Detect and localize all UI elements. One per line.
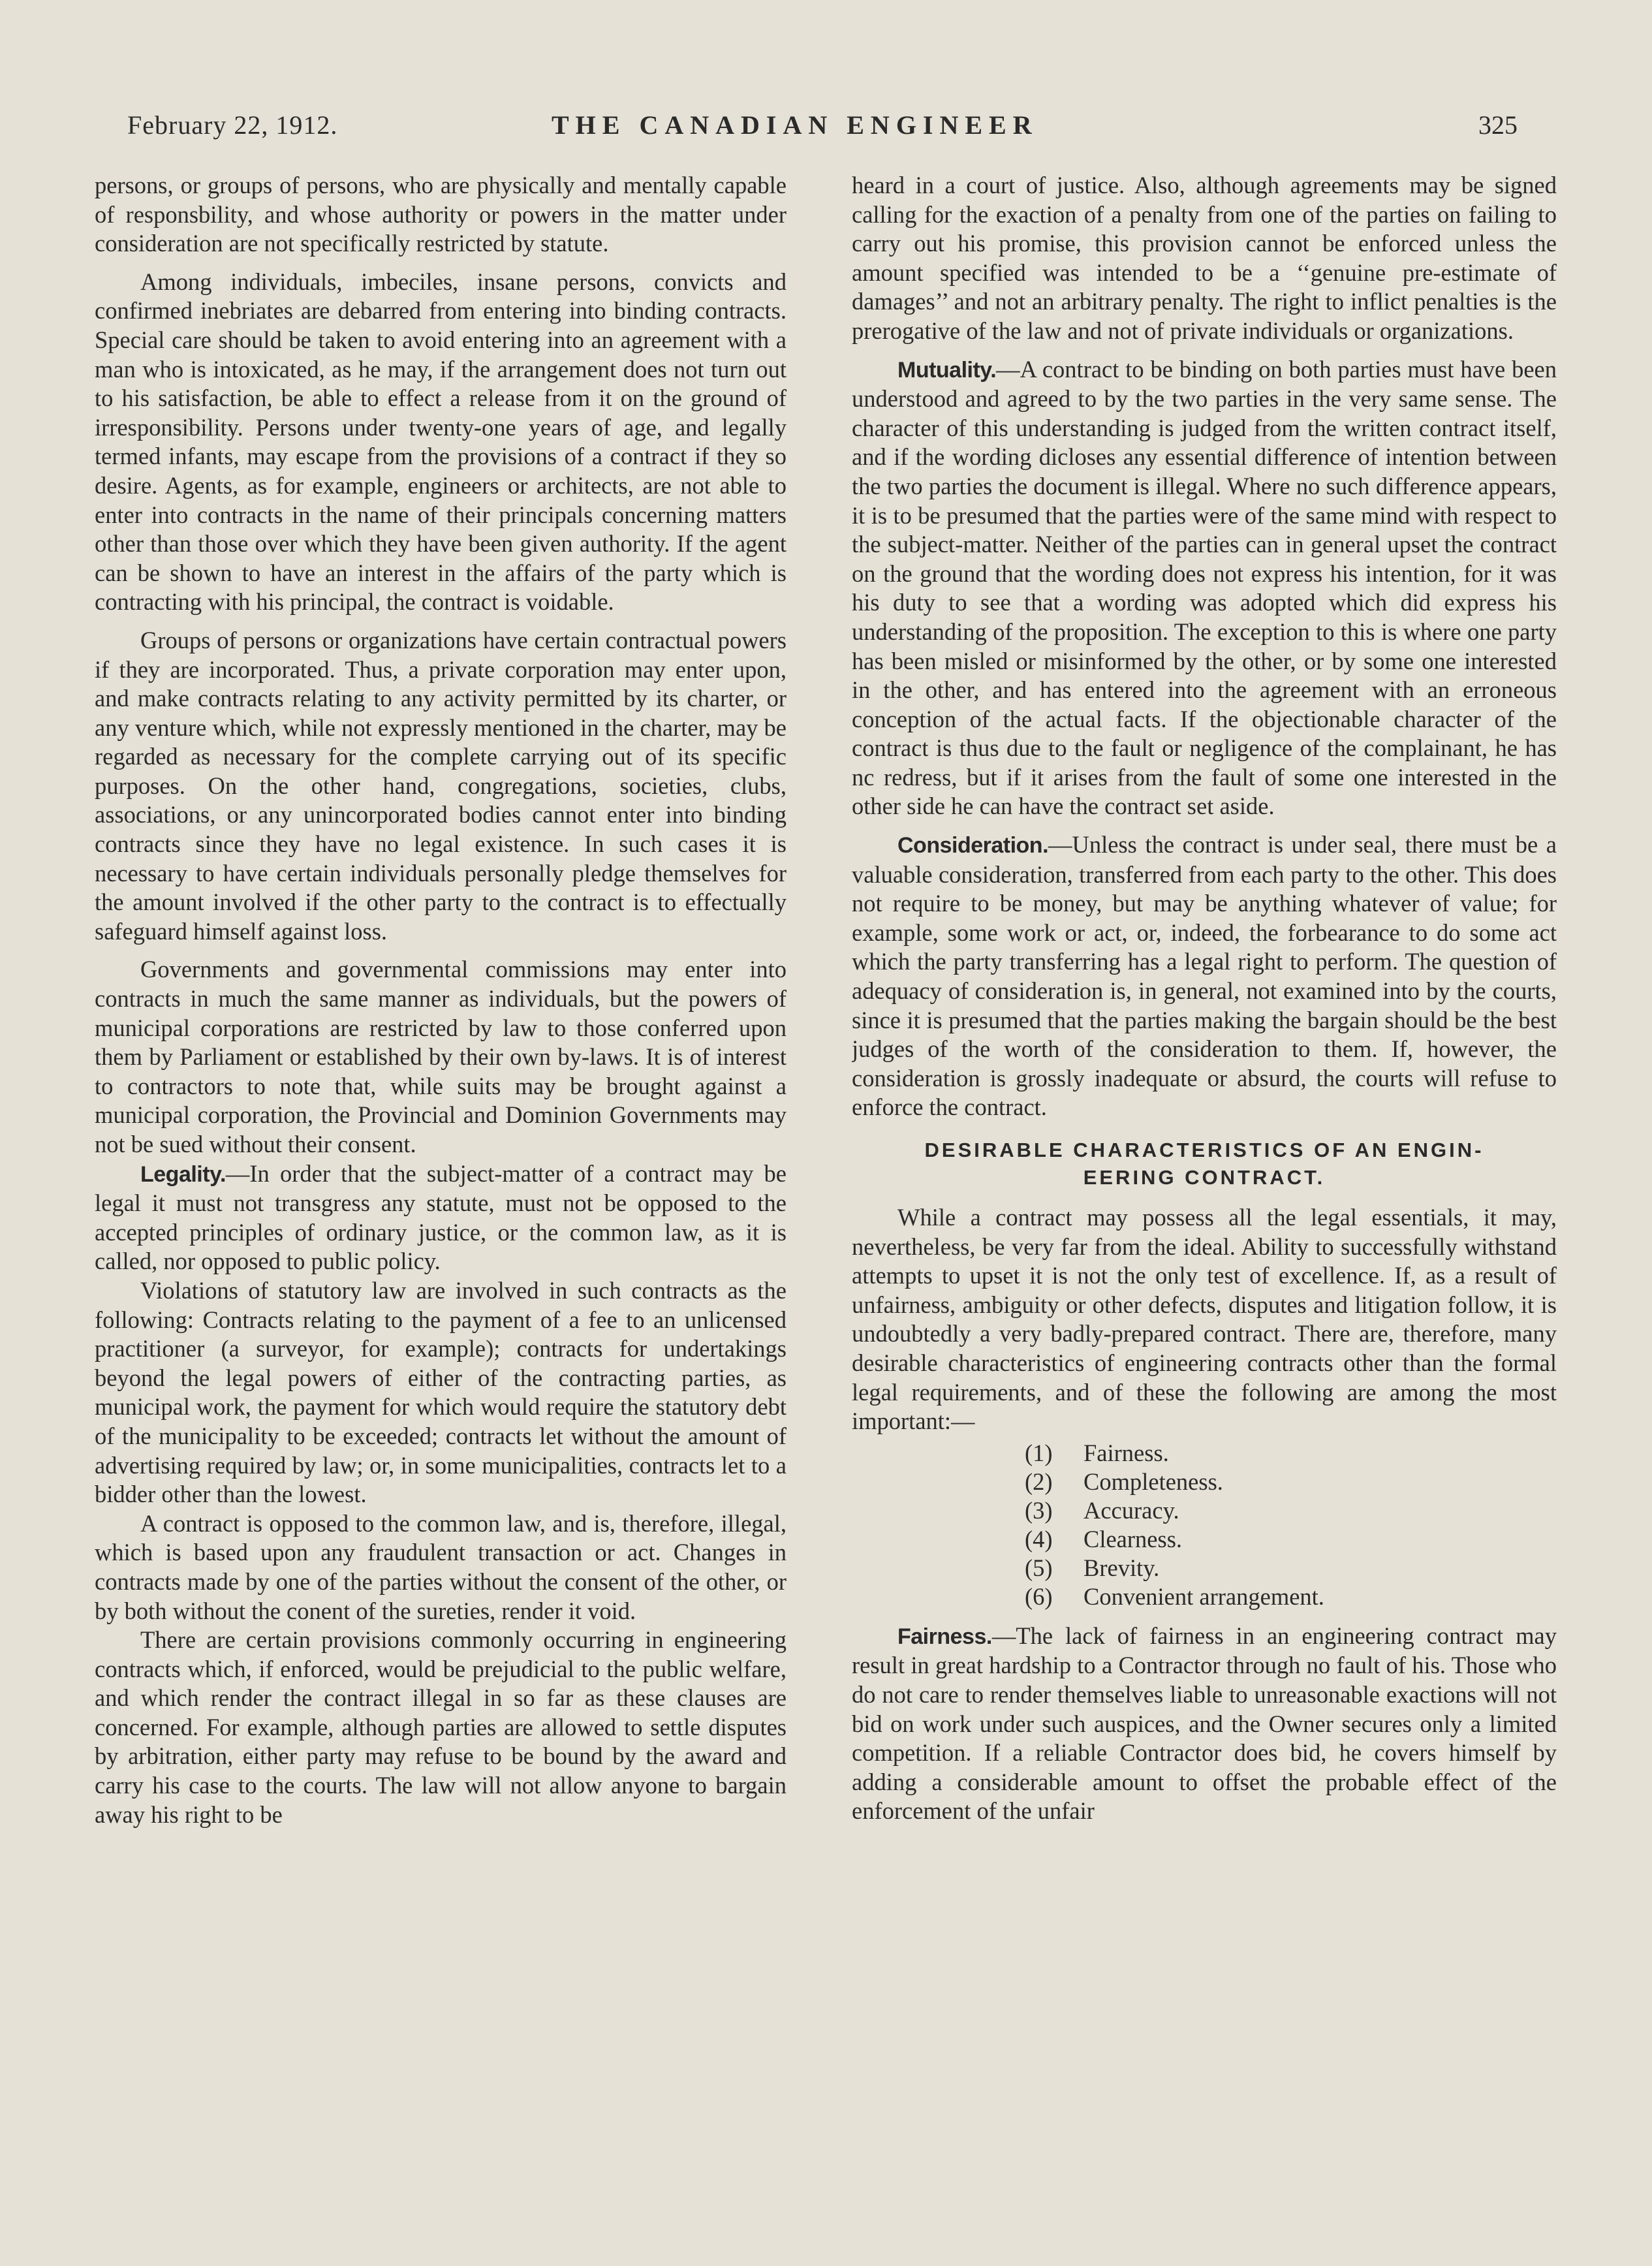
list-number: (3)	[1025, 1496, 1053, 1524]
subheading-consideration: Consideration.	[897, 833, 1049, 858]
paragraph: heard in a court of justice. Also, although agreements may be signed calling for the exaction of a penalty from one of the parties on failing to carry out his promise, this provision cannot be enforced unless the amount specified was intended to be a ‘‘genuine pre-estimate of damages’’ and not an arbitrary penalty. The right to inflict penalties is the prerogative of the law and not of private individuals or organizations.	[852, 172, 1557, 344]
list-text: Brevity.	[1083, 1554, 1160, 1581]
list-number: (6)	[1025, 1582, 1053, 1610]
left-column	[95, 171, 787, 2234]
fairness-text: —The lack of fairness in an engineering contract may result in great hardship to a Contractor through no fault of his. Those who do not care to render themselves liable to unreasonable exactions will not bid on work under such auspices, and the Owner secures only a limited competition. If a reliable Contractor does bid, he covers himself by adding a considerable amount to offset the probable effect of the enforcement of the unfair	[852, 1622, 1557, 1825]
list-item	[852, 1554, 1557, 1582]
list-text: Convenient arrangement.	[1083, 1582, 1324, 1610]
paragraph: Governments and governmental commissions may enter into contracts in much the same manner as individuals, but the powers of municipal corporations are restricted by law to those conferred upon them by Parliament or established by their own by-laws. It is of interest to contractors to note that, while suits may be brought against a municipal corporation, the Provincial and Dominion Governments may not be sued without their consent.	[95, 956, 787, 1157]
paragraph-fairness	[852, 1622, 1557, 1826]
legality-text: —In order that the subject-matter of a contract may be legal it must not transgress any statute, must not be opposed to the accepted principles of ordinary justice, or the common law, as it is called, nor opposed to public policy.	[95, 1159, 787, 1275]
characteristics-list	[852, 1439, 1557, 1611]
list-number: (1)	[1025, 1439, 1053, 1466]
paragraph-consideration	[852, 830, 1557, 1122]
list-item	[852, 1525, 1557, 1554]
paragraph: Violations of statutory law are involved in such contracts as the following: Contracts relating to the payment of a fee to an unlicensed practitioner (a surveyor, for example); contracts for undertakings beyond the legal powers of either of the contracting parties, as municipal work, the payment for which would require the statutory debt of the municipality to be exceeded; contracts let without the amount of advertising required by law; or, in some municipalities, contracts let to a bidder other than the lowest.	[95, 1276, 787, 1508]
list-number: (4)	[1025, 1525, 1053, 1552]
paragraph-mutuality	[852, 355, 1557, 822]
paragraph: A contract is opposed to the common law, and is, therefore, illegal, which is based upon any fraudulent transaction or act. Changes in contracts made by one of the parties without the consent of the other, or by both without the conent of the sureties, render it void.	[95, 1509, 787, 1624]
paragraph: While a contract may possess all the legal essentials, it may, nevertheless, be very far from the ideal. Ability to successfully withstand attempts to upset it is not the only test of excellence. If, as a result of unfairness, ambiguity or other defects, disputes and litigation follow, it is undoubtedly a very badly-prepared contract. There are, therefore, many desirable characteristics of engineering contracts other than the formal legal requirements, and of these the following are among the most important:—	[852, 1204, 1557, 1435]
subheading-mutuality: Mutuality.	[897, 357, 997, 383]
subheading-legality: Legality.	[140, 1161, 226, 1187]
list-item	[852, 1496, 1557, 1525]
list-text: Clearness.	[1083, 1525, 1183, 1552]
consideration-text: —Unless the contract is under seal, there must be a valuable consideration, transferred from each party to the other. This does not require to be money, but may be anything whatever of value; for example, some work or act, or, indeed, the forbearance to do some act which the party transferring has a legal right to perform. The question of adequacy of consideration is, in general, not examined into by the courts, since it is presumed that the parties making the bargain should be the best judges of the worth of the consideration to them. If, however, the consideration is grossly inadequate or absurd, the courts will refuse to enforce the contract.	[852, 831, 1557, 1121]
subheading-fairness: Fairness.	[897, 1624, 992, 1649]
list-number: (5)	[1025, 1554, 1053, 1581]
page-number: 325	[1478, 110, 1518, 140]
paragraph: Groups of persons or organizations have certain contractual powers if they are incorporated. Thus, a private corporation may enter upon, and make contracts relating to any activity permitted by its charter, or any venture which, while not expressly mentioned in the charter, may be regarded as necessary for the complete carrying out of its specific purposes. On the other hand, congregations, societies, clubs, associations, or any unincorporated bodies cannot enter into binding contracts since they have no legal existence. In such cases it is necessary to have certain individuals personally pledge themselves for the amount involved if the other party to the contract is to effectually safeguard himself against loss.	[95, 626, 787, 945]
list-item	[852, 1468, 1557, 1496]
list-text: Completeness.	[1083, 1468, 1223, 1495]
section-heading-line: EERING CONTRACT.	[1083, 1166, 1326, 1189]
right-column	[852, 171, 1557, 2221]
list-text: Fairness.	[1083, 1439, 1169, 1466]
page-header	[127, 110, 1518, 149]
section-heading	[852, 1137, 1557, 1191]
section-heading-line: DESIRABLE CHARACTERISTICS OF AN ENGIN-	[924, 1139, 1484, 1161]
mutuality-text: —A contract to be binding on both parties must have been understood and agreed to by the two parties in the very same sense. The character of this understanding is judged from the written contract itself, and if the wording dicloses any essential difference of intention between the two parties the document is illegal. Where no such difference appears, it is to be presumed that the parties were of the same mind with respect to the subject-matter. Neither of the parties can in general upset the contract on the ground that the wording does not express his intention, for it was his duty to see that a wording was adopted which did express his understanding of the proposition. The exception to this is where one party has been misled or misinformed by the other, or by some one interested in the other, and has entered into the agreement with an erroneous conception of the actual facts. If the objectionable character of the contract is thus due to the fault or negligence of the complainant, he has nc redress, but if it arises from the fault of some one interested in the other side he can have the contract set aside.	[852, 355, 1557, 820]
issue-date: February 22, 1912.	[127, 110, 338, 140]
list-item	[852, 1582, 1557, 1611]
list-number: (2)	[1025, 1468, 1053, 1495]
paragraph: There are certain provisions commonly occurring in engineering contracts which, if enforced, would be prejudicial to the public welfare, and which render the contract illegal in so far as these clauses are concerned. For example, although parties are allowed to settle disputes by arbitration, either party may refuse to be bound by the award and carry his case to the courts. The law will not allow anyone to bargain away his right to be	[95, 1626, 787, 1828]
paragraph: persons, or groups of persons, who are physically and mentally capable of responsbility, and whose authority or powers in the matter under consideration are not specifically restricted by statute.	[95, 172, 787, 257]
paragraph-legality	[95, 1159, 787, 1276]
journal-title: THE CANADIAN ENGINEER	[552, 110, 1038, 140]
paragraph: Among individuals, imbeciles, insane persons, convicts and confirmed inebriates are debarred from entering into binding contracts. Special care should be taken to avoid entering into an agreement with a man who is intoxicated, as he may, if the arrangement does not turn out to his satisfaction, be able to effect a release from it on the ground of irresponsibility. Persons under twenty-one years of age, and legally termed infants, may escape from the provisions of a contract if they so desire. Agents, as for example, engineers or architects, are not able to enter into contracts in the name of their principals concerning matters other than those over which they have been given authority. If the agent can be shown to have an interest in the affairs of the party which is contracting with his principal, the contract is voidable.	[95, 268, 787, 616]
list-text: Accuracy.	[1083, 1496, 1179, 1524]
list-item	[852, 1439, 1557, 1468]
